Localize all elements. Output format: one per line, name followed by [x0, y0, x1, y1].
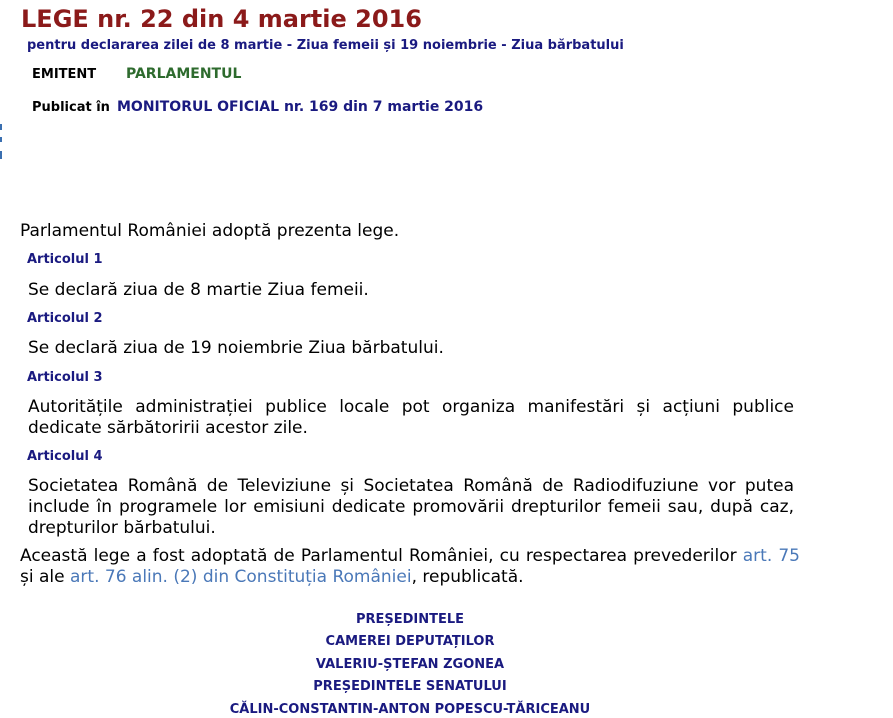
- signature-senate-president: CĂLIN-CONSTANTIN-ANTON POPESCU-TĂRICEANU: [229, 702, 591, 717]
- law-title: LEGE nr. 22 din 4 martie 2016: [21, 5, 422, 33]
- art-75-link[interactable]: art. 75: [742, 546, 800, 566]
- emitent-label: EMITENT: [32, 67, 97, 82]
- edge-mark-bottom: [0, 151, 2, 159]
- signature-chamber-name: CAMEREI DEPUTAȚILOR: [325, 634, 495, 649]
- edge-mark-middle: [0, 137, 2, 142]
- signature-chamber-president: VALERIU-ȘTEFAN ZGONEA: [315, 657, 505, 672]
- law-subtitle: pentru declararea zilei de 8 martie - Ziua femeii și 19 noiembrie - Ziua bărbatului: [27, 38, 624, 53]
- art-76-constitution-link[interactable]: art. 76 alin. (2) din Constituția României: [70, 567, 412, 587]
- emitent-value: PARLAMENTUL: [126, 66, 242, 82]
- publicat-label: Publicat în: [32, 100, 110, 115]
- article-2-text: Se declară ziua de 19 noiembrie Ziua bărbatului.: [28, 338, 444, 358]
- closing-text-end: , republicată.: [411, 567, 524, 587]
- article-2-title: Articolul 2: [27, 311, 103, 326]
- article-1-text: Se declară ziua de 8 martie Ziua femeii.: [28, 280, 369, 300]
- intro-text: Parlamentul României adoptă prezenta lege.: [20, 221, 400, 241]
- closing-text-start: Această lege a fost adoptată de Parlamentul României, cu respectarea prevederilor: [20, 546, 743, 566]
- article-3-title: Articolul 3: [27, 370, 103, 385]
- monitor-oficial-reference: MONITORUL OFICIAL nr. 169 din 7 martie 2016: [117, 99, 484, 115]
- article-4-text: Societatea Română de Televiziune și Societatea Română de Radiodifuziune vor putea include în programele lor emisiuni dedicate promovării drepturilor femeii sau, după caz, drepturilor bărbatului.: [28, 476, 794, 538]
- signature-title-senate: PREȘEDINTELE SENATULUI: [313, 679, 507, 694]
- article-4-title: Articolul 4: [27, 449, 103, 464]
- edge-mark-top: [0, 124, 2, 130]
- article-1-title: Articolul 1: [27, 252, 103, 267]
- article-3-text: Autoritățile administrației publice locale pot organiza manifestări și acțiuni publice dedicate sărbătoririi acestor zile.: [28, 397, 794, 438]
- signature-title-chamber: PREȘEDINTELE: [355, 612, 465, 627]
- closing-text-middle: și ale: [20, 567, 70, 587]
- closing-paragraph: [20, 546, 800, 588]
